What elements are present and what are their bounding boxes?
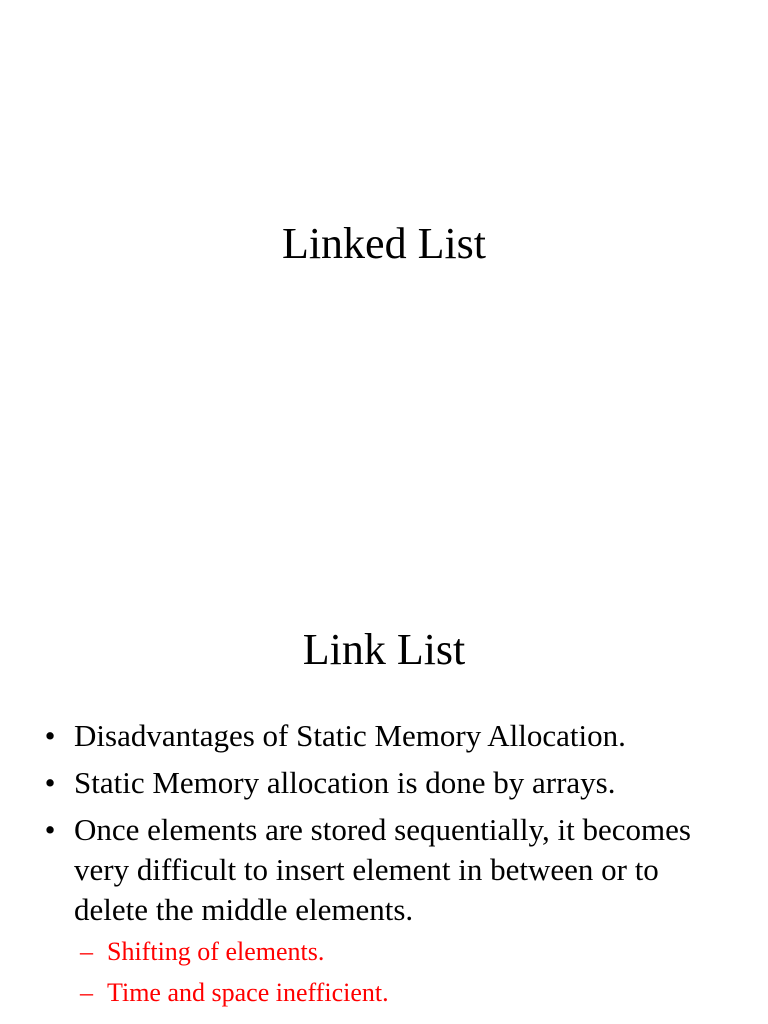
dash-icon: –	[80, 937, 93, 966]
sub-bullet-list	[80, 934, 740, 1016]
list-item	[40, 810, 740, 930]
sub-list-item	[80, 975, 740, 1011]
slide-1-title: Linked List	[281, 219, 487, 268]
sub-bullet-text: Shifting of elements.	[107, 937, 325, 966]
sub-bullet-text: Time and space inefficient.	[107, 978, 389, 1007]
bullet-point-icon: •	[44, 718, 56, 753]
sub-list-item	[80, 934, 740, 970]
bullet-list	[40, 716, 740, 937]
bullet-text: Static Memory allocation is done by arrays.	[74, 765, 616, 800]
bullet-text: Once elements are stored sequentially, it becomes very difficult to insert element in between or to delete the middle elements.	[74, 812, 691, 927]
bullet-point-icon: •	[44, 812, 56, 847]
bullet-point-icon: •	[44, 765, 56, 800]
bullet-text: Disadvantages of Static Memory Allocation.	[74, 718, 626, 753]
dash-icon: –	[80, 978, 93, 1007]
list-item	[40, 763, 740, 803]
list-item	[40, 716, 740, 756]
slide-2-title: Link List	[302, 625, 466, 674]
